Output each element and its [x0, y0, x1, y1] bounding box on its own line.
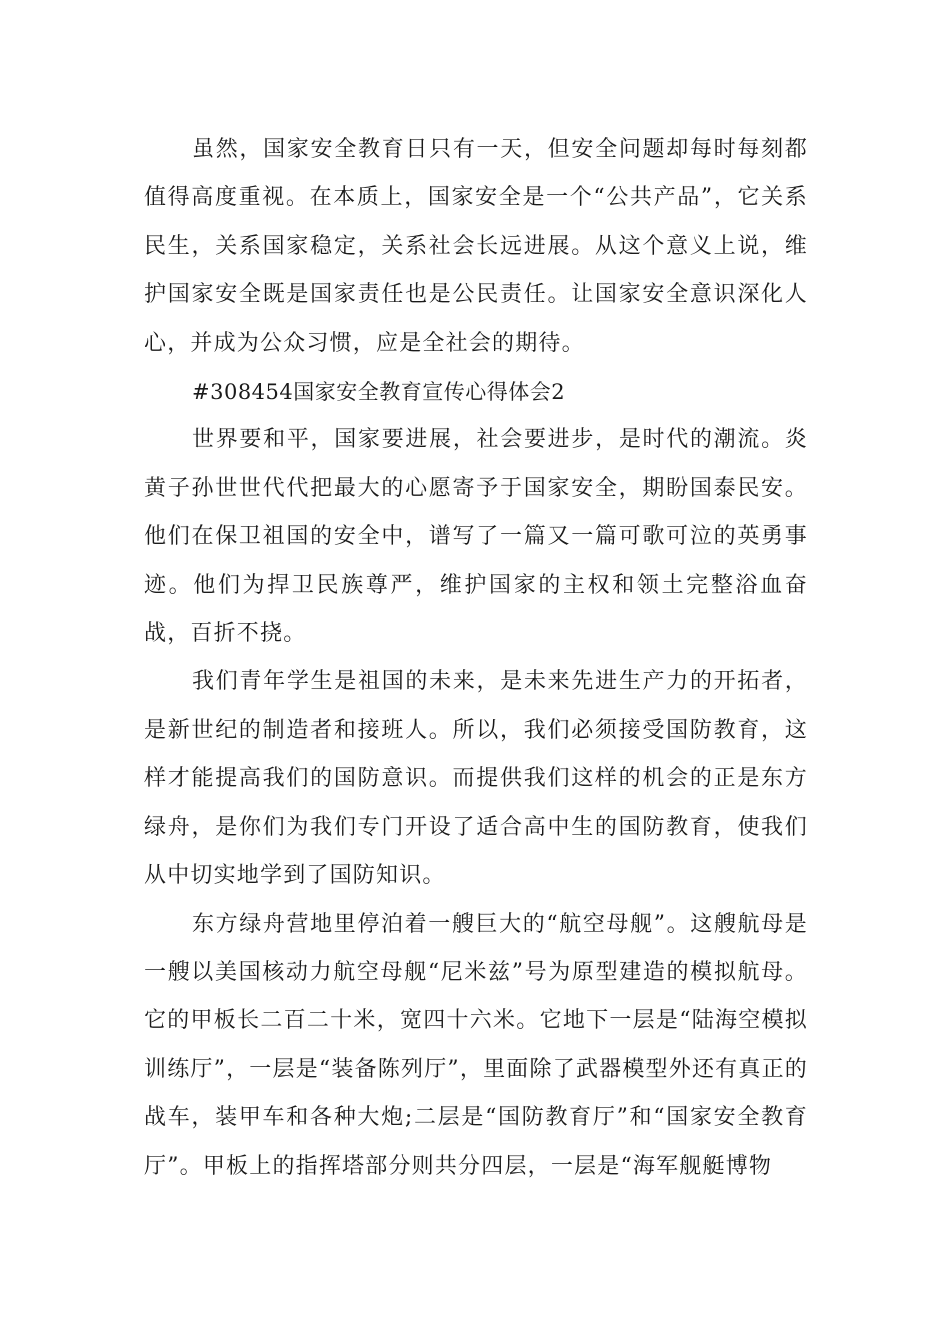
section-heading: #308454国家安全教育宣传心得体会2 [192, 380, 566, 405]
paragraph-4: 东方绿舟营地里停泊着一艘巨大的“航空母舰”。这艘航母是一艘以美国核动力航空母舰“尼米兹”号为原型建造的模拟航母。它的甲板长二百二十米，宽四十六米。它地下一层是“陆海空模拟训练厅”，一层是“装备陈列厅”，里面除了武器模型外还有真正的战车，装甲车和各种大炮;二层是“国防教育厅”和“国家安全教育厅”。甲板上的指挥塔部分则共分四层，一层是“海军舰艇博物 [144, 911, 808, 1179]
paragraph-2: 世界要和平，国家要进展，社会要进步，是时代的潮流。炎黄子孙世世代代把最大的心愿寄予于国家安全，期盼国泰民安。他们在保卫祖国的安全中，谱写了一篇又一篇可歌可泣的英勇事迹。他们为捍卫民族尊严，维护国家的主权和领土完整浴血奋战，百折不挠。 [144, 427, 808, 647]
paragraph-1: 虽然，国家安全教育日只有一天，但安全问题却每时每刻都值得高度重视。在本质上，国家安全是一个“公共产品”，它关系民生，关系国家稳定，关系社会长远进展。从这个意义上说，维护国家安全既是国家责任也是公民责任。让国家安全意识深化人心，并成为公众习惯，应是全社会的期待。 [144, 137, 808, 356]
paragraph-3: 我们青年学生是祖国的未来，是未来先进生产力的开拓者，是新世纪的制造者和接班人。所以，我们必须接受国防教育，这样才能提高我们的国防意识。而提供我们这样的机会的正是东方绿舟，是你们为我们专门开设了适合高中生的国防教育，使我们从中切实地学到了国防知识。 [144, 669, 808, 889]
document-body [144, 126, 808, 1191]
